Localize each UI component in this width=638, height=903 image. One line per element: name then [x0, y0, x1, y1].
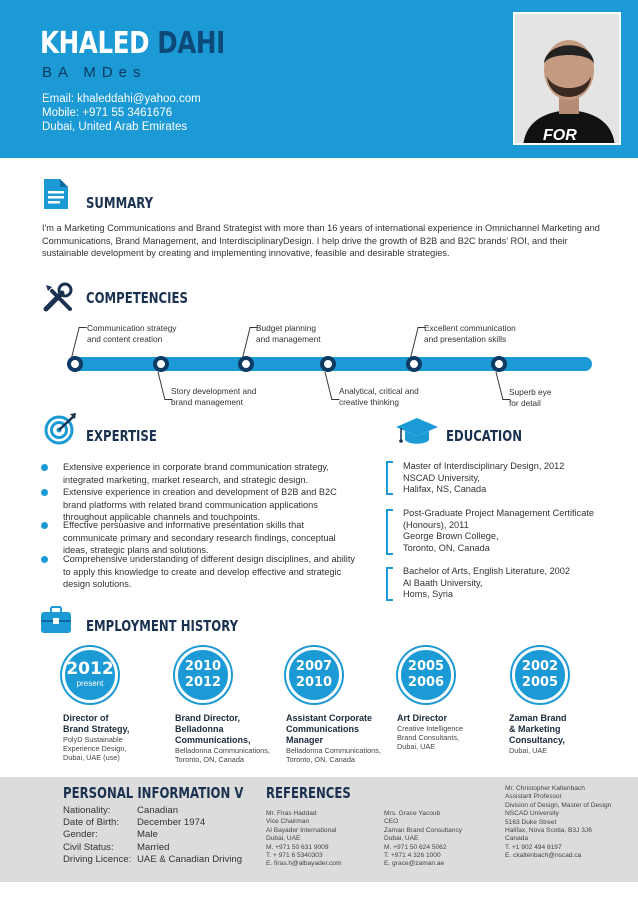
- timeline-node: [320, 356, 336, 372]
- bullet-dot: [41, 522, 48, 529]
- education-item: Master of Interdisciplinary Design, 2012 NSCAD University, Halifax, NS, Canada: [403, 461, 565, 494]
- year-badge: 2002 2005: [512, 647, 568, 703]
- timeline-node: [67, 356, 83, 372]
- job-entry: Art Director Creative Intelligence Brand Consultants, Dubai, UAE: [397, 713, 464, 751]
- education-bracket: [386, 509, 393, 555]
- year-badge: 2005 2006: [398, 647, 454, 703]
- competency-label: Communication strategy and content creation: [87, 323, 177, 344]
- name-title: KHALED DAHI: [40, 26, 225, 61]
- competency-label: Budget planning and management: [256, 323, 321, 344]
- expertise-item: Extensive experience in corporate brand communication strategy, integrated marketing, market research, and strategic design.: [63, 462, 329, 485]
- summary-text: I'm a Marketing Communications and Brand Strategist with more than 16 years of international experience in Omnichannel Marketing and Communications, Brand Management, and InterdisciplinaryDesign. I help drive the growth of B2B and B2C brands' ROI, and their sustainable development by creating and implementing innovative, feasible and desirable strategies.: [42, 223, 600, 258]
- briefcase-icon: [40, 606, 72, 639]
- target-icon: [44, 411, 78, 450]
- personal-info-heading: PERSONAL INFORMATION V: [63, 784, 244, 802]
- expertise-item: Effective persuasive and informative presentation skills that communicate primary and secondary research findings, conceptual ideas, strategic plans and solutions.: [63, 520, 336, 555]
- profile-photo: [513, 12, 621, 145]
- bullet-dot: [41, 489, 48, 496]
- personal-info-values: Canadian December 1974 Male Married UAE & Canadian Driving: [137, 805, 243, 865]
- personal-info-table: Nationality: Date of Birth: Gender: Civil Status: Driving Licence:: [63, 805, 132, 865]
- education-bracket: [386, 567, 393, 601]
- education-bracket: [386, 461, 393, 495]
- year-badge: 2010 2012: [175, 647, 231, 703]
- reference-1: Mr. Firas Haddad Vice Chairman Al Bayader International Dubai, UAE M. +971 50 631 9009 T. + 971 6 5340303 E. firas.h@albayader.com: [266, 810, 342, 868]
- references-heading: REFERENCES: [266, 784, 351, 802]
- document-icon: [42, 177, 70, 216]
- reference-3: Mr. Christopher Kaltenbach Assistant Professor Division of Design, Master of Design NSCAD University 5163 Duke Street Halifax, Nova Scotia, B3J 3J6 Canada T. +1 902 494 8197 E. ckaltenbach@nscad.ca: [505, 785, 612, 860]
- tools-icon: [42, 281, 74, 318]
- timeline-node: [153, 356, 169, 372]
- shirt-text: FOR: [543, 127, 577, 144]
- bullet-dot: [41, 556, 48, 563]
- competency-label: Excellent communication and presentation skills: [424, 323, 516, 344]
- job-entry: Zaman Brand & Marketing Consultancy, Dubai, UAE: [509, 713, 567, 755]
- connector-line: [325, 372, 340, 400]
- timeline-node: [491, 356, 507, 372]
- bullet-dot: [41, 464, 48, 471]
- competency-label: Story development and brand management: [171, 386, 257, 407]
- competency-label: Superb eye for detail: [509, 387, 552, 408]
- graduation-cap-icon: [395, 416, 439, 453]
- education-item: Post-Graduate Project Management Certificate (Honours), 2011 George Brown College, Toronto, ON, Canada: [403, 508, 594, 553]
- mobile-text: Mobile: +971 55 3461676: [42, 107, 173, 119]
- degree-subtitle: BA MDes: [42, 64, 147, 81]
- email-text[interactable]: Email: khaleddahi@yahoo.com: [42, 93, 201, 105]
- connector-line: [71, 327, 86, 357]
- competency-label: Analytical, critical and creative thinking: [339, 386, 419, 407]
- expertise-item: Extensive experience in creation and development of B2B and B2C brand platforms with related brand communication applications throughout applicable channels and touchpoints.: [63, 487, 337, 522]
- competencies-heading: COMPETENCIES: [86, 289, 188, 307]
- location-text: Dubai, United Arab Emirates: [42, 121, 188, 133]
- expertise-heading: EXPERTISE: [86, 427, 157, 445]
- job-entry: Brand Director, Belladonna Communications, Belladonna Communications, Toronto, ON, Canada: [175, 713, 270, 764]
- reference-2: Mrs. Grace Yacoub CEO Zaman Brand Consultancy Dubai, UAE M. +971 50 624 5062 T. +971 4 326 1000 E. grace@zaman.ae: [384, 810, 463, 868]
- year-badge: 2012 present: [62, 647, 118, 703]
- job-entry: Director of Brand Strategy, PolyD Sustainable Experience Design, Dubai, UAE (use): [63, 713, 130, 762]
- timeline-node: [406, 356, 422, 372]
- job-entry: Assistant Corporate Communications Manager Belladonna Communications, Toronto, ON, Canada: [286, 713, 381, 764]
- education-item: Bachelor of Arts, English Literature, 2002 Al Baath University, Homs, Syria: [403, 566, 571, 599]
- employment-heading: EMPLOYMENT HISTORY: [86, 617, 239, 635]
- summary-heading: SUMMARY: [86, 194, 154, 212]
- expertise-item: Comprehensive understanding of different design disciplines, and ability to apply this knowledge to create and develop effective and strategic design solutions.: [63, 554, 355, 589]
- timeline-node: [238, 356, 254, 372]
- education-heading: EDUCATION: [446, 427, 523, 445]
- year-badge: 2007 2010: [286, 647, 342, 703]
